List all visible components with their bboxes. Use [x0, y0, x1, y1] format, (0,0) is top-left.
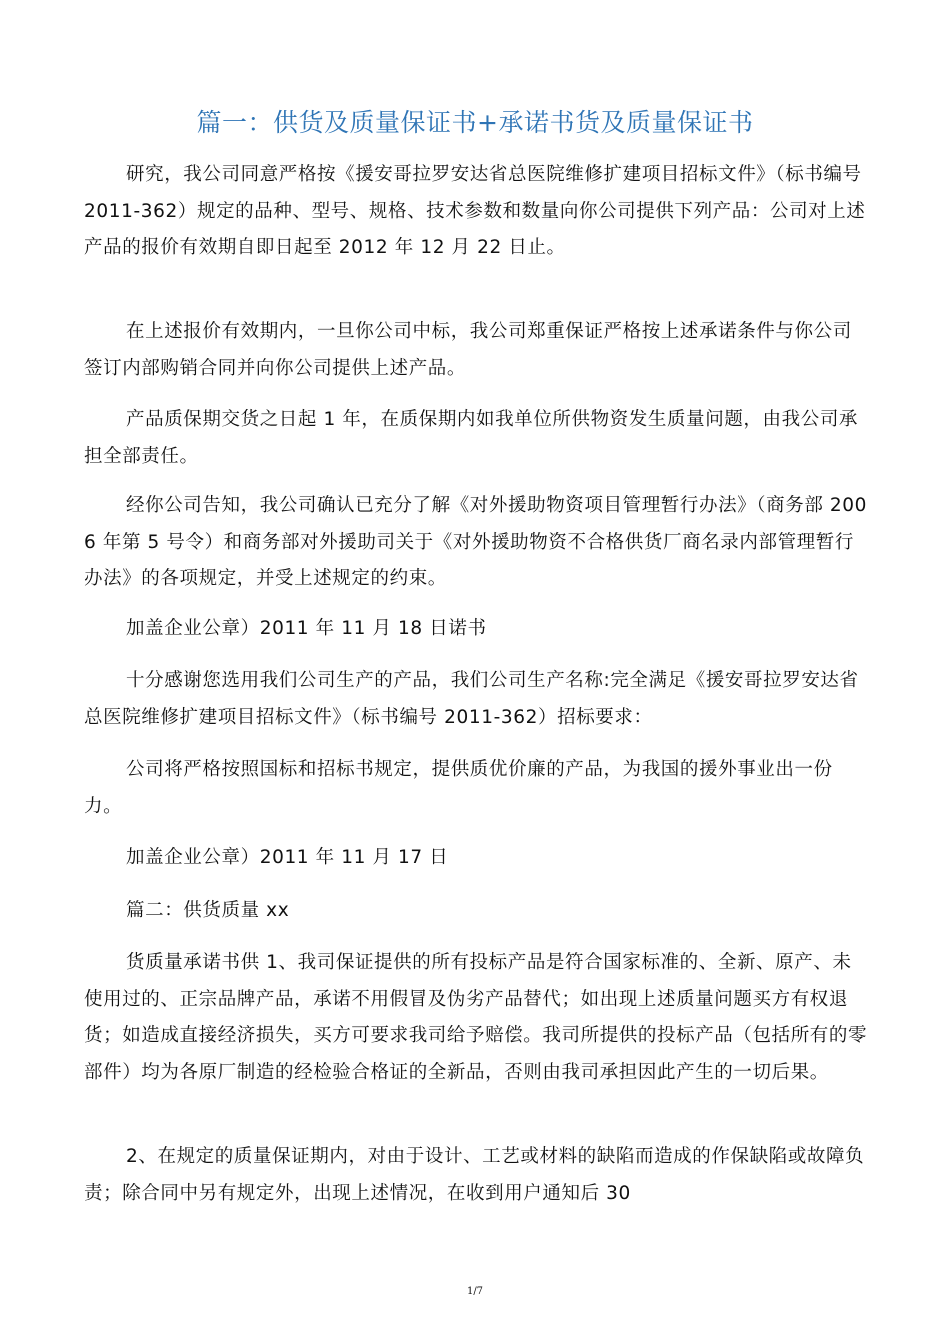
paragraph-1: 研究，我公司同意严格按《援安哥拉罗安达省总医院维修扩建项目招标文件》（标书编号 2011-362）规定的品种、型号、规格、技术参数和数量向你公司提供下列产品：公司对上述产品的报价有效期自即日起至 2012 年 12 月 22 日止。	[84, 164, 866, 258]
paragraph-11: 2、在规定的质量保证期内，对由于设计、工艺或材料的缺陷而造成的作保缺陷或故障负责；除合同中另有规定外，出现上述情况，在收到用户通知后 30	[84, 1146, 865, 1204]
paragraph-9: 篇二：供货质量 xx	[126, 900, 290, 921]
paragraph-4: 经你公司告知，我公司确认已充分了解《对外援助物资项目管理暂行办法》（商务部 2006 年第 5 号令）和商务部对外援助司关于《对外援助物资不合格供货厂商名录内部管理暂行办法》的各项规定，并受上述规定的约束。	[84, 495, 868, 589]
paragraph-8: 加盖企业公章）2011 年 11 月 17 日	[126, 847, 449, 868]
paragraph-7: 公司将严格按照国标和招标书规定，提供质优价廉的产品，为我国的援外事业出一份力。	[84, 759, 833, 817]
paragraph-6: 十分感谢您选用我们公司生产的产品，我们公司生产名称:完全满足《援安哥拉罗安达省总医院维修扩建项目招标文件》（标书编号 2011-362）招标要求：	[84, 670, 859, 728]
paragraph-10: 货质量承诺书供 1、我司保证提供的所有投标产品是符合国家标准的、全新、原产、未使用过的、正宗品牌产品，承诺不用假冒及伪劣产品替代；如出现上述质量问题买方有权退货；如造成直接经济损失，买方可要求我司给予赔偿。我司所提供的投标产品（包括所有的零部件）均为各原厂制造的经检验合格证的全新品，否则由我司承担因此产生的一切后果。	[84, 952, 868, 1083]
paragraph-5: 加盖企业公章）2011 年 11 月 18 日诺书	[126, 618, 487, 639]
paragraph-2: 在上述报价有效期内，一旦你公司中标，我公司郑重保证严格按上述承诺条件与你公司签订内部购销合同并向你公司提供上述产品。	[84, 321, 852, 379]
paragraph-3: 产品质保期交货之日起 1 年，在质保期内如我单位所供物资发生质量问题，由我公司承担全部责任。	[84, 409, 859, 467]
page-number: 1/7	[466, 1286, 484, 1297]
document-title: 篇一：供货及质量保证书+承诺书货及质量保证书	[196, 108, 754, 137]
